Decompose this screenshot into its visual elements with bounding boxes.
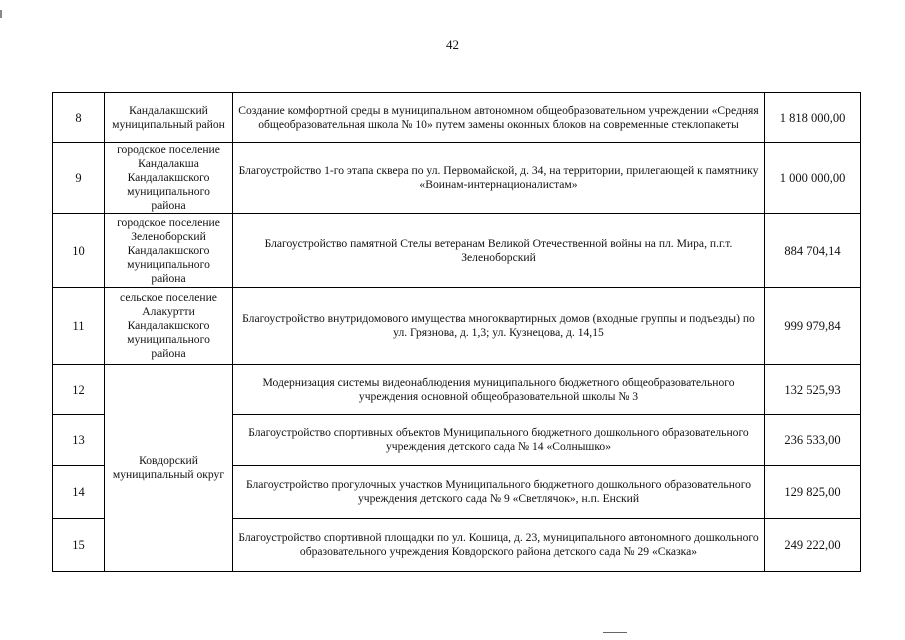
amount-cell: 132 525,93 xyxy=(765,365,861,415)
municipality-cell: городское поселение Зеленоборский Кандалакшского муниципального района xyxy=(105,214,233,288)
table-row xyxy=(53,365,861,415)
description-cell: Модернизация системы видеонаблюдения муниципального бюджетного общеобразовательного учреждения основной общеобразовательной школы № 3 xyxy=(233,365,765,415)
amount-cell: 249 222,00 xyxy=(765,519,861,572)
row-number: 11 xyxy=(53,288,105,365)
amount-cell: 1 000 000,00 xyxy=(765,143,861,214)
row-number: 8 xyxy=(53,93,105,143)
table-row xyxy=(53,143,861,214)
description-cell: Благоустройство памятной Стелы ветеранам Великой Отечественной войны на пл. Мира, п.г.т. Зеленоборский xyxy=(233,214,765,288)
table-row xyxy=(53,288,861,365)
row-number: 10 xyxy=(53,214,105,288)
funding-table xyxy=(52,92,861,572)
row-number: 14 xyxy=(53,466,105,519)
scan-edge-mark xyxy=(0,10,2,18)
row-number: 12 xyxy=(53,365,105,415)
row-number: 13 xyxy=(53,415,105,466)
row-number: 9 xyxy=(53,143,105,214)
municipality-cell: Кандалакшский муниципальный район xyxy=(105,93,233,143)
amount-cell: 884 704,14 xyxy=(765,214,861,288)
description-cell: Благоустройство спортивных объектов Муниципального бюджетного дошкольного образовательного учреждения детского сада № 14 «Солнышко» xyxy=(233,415,765,466)
row-number: 15 xyxy=(53,519,105,572)
description-cell: Создание комфортной среды в муниципальном автономном общеобразовательном учреждении «Средняя общеобразовательная школа № 10» путем замены оконных блоков на современные стеклопакеты xyxy=(233,93,765,143)
description-cell: Благоустройство внутридомового имущества многоквартирных домов (входные группы и подъезды) по ул. Грязнова, д. 1,3; ул. Кузнецова, д. 14,15 xyxy=(233,288,765,365)
municipality-cell: городское поселение Кандалакша Кандалакшского муниципального района xyxy=(105,143,233,214)
page-number: 42 xyxy=(446,37,459,52)
description-cell: Благоустройство прогулочных участков Муниципального бюджетного дошкольного образовательного учреждения детского сада № 9 «Светлячок», н.п. Енский xyxy=(233,466,765,519)
description-cell: Благоустройство 1-го этапа сквера по ул. Первомайской, д. 34, на территории, прилегающей к памятнику «Воинам-интернационалистам» xyxy=(233,143,765,214)
amount-cell: 236 533,00 xyxy=(765,415,861,466)
municipality-cell: Ковдорский муниципальный округ xyxy=(105,365,233,572)
table-row xyxy=(53,93,861,143)
table-row xyxy=(53,214,861,288)
amount-cell: 129 825,00 xyxy=(765,466,861,519)
description-cell: Благоустройство спортивной площадки по ул. Кошица, д. 23, муниципального автономного дошкольного образовательного учреждения Ковдорского района детского сада № 29 «Сказка» xyxy=(233,519,765,572)
municipality-cell: сельское поселение Алакуртти Кандалакшского муниципального района xyxy=(105,288,233,365)
page-footer-mark xyxy=(603,632,627,633)
amount-cell: 1 818 000,00 xyxy=(765,93,861,143)
amount-cell: 999 979,84 xyxy=(765,288,861,365)
